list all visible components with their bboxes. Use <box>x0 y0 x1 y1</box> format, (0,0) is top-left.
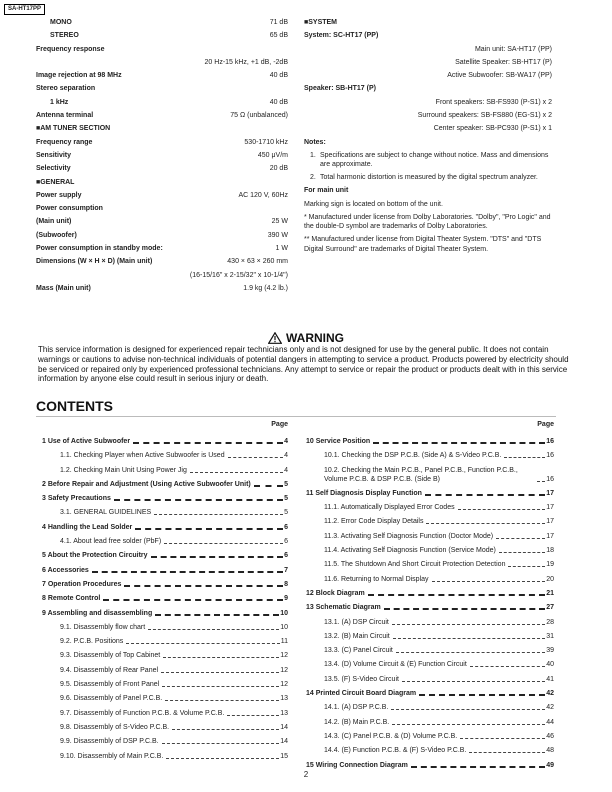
toc-entry[interactable] <box>306 517 554 526</box>
spec-label: (Main unit) <box>36 218 72 226</box>
toc-entry-title: 9.3. Disassembly of Top Cabinet <box>60 652 161 660</box>
toc-entry[interactable] <box>306 466 554 484</box>
toc-entry-title: 13.3. (C) Panel Circuit <box>324 647 393 655</box>
toc-entry-page: 16 <box>546 438 554 445</box>
spec-row <box>36 164 288 173</box>
toc-entry-title: 4 Handling the Lead Solder <box>42 523 133 531</box>
model-tag: SA-HT17PP <box>4 4 45 15</box>
spec-value: 40 dB <box>269 72 288 80</box>
spec-value: 1.9 kg (4.2 lb.) <box>243 284 288 292</box>
toc-entry-title: 10 Service Position <box>306 438 371 445</box>
toc-entry-title: 14 Printed Circuit Board Diagram <box>306 690 417 698</box>
toc-entry[interactable] <box>306 560 554 569</box>
toc-entry[interactable] <box>42 466 288 475</box>
toc-entry-title: 13 Schematic Diagram <box>306 604 381 612</box>
toc-entry-page: 12 <box>280 681 288 689</box>
spec-value: 71 dB <box>269 19 288 26</box>
spec-row <box>36 217 288 226</box>
toc-entry-title: 13.2. (B) Main Circuit <box>324 632 390 640</box>
toc-entry-page: 28 <box>546 618 554 626</box>
toc-entry[interactable] <box>42 666 288 675</box>
spec-row <box>36 244 288 253</box>
toc-entry-title: 9.1. Disassembly flow chart <box>60 623 146 631</box>
toc-leader <box>126 643 279 644</box>
toc-entry-page: 4 <box>284 466 288 474</box>
toc-entry[interactable] <box>42 551 288 560</box>
toc-entry-title: 3.1. GENERAL GUIDELINES <box>60 509 152 517</box>
toc-entry-page: 4 <box>284 438 288 445</box>
spec-row <box>36 138 288 147</box>
spec-label: Selectivity <box>36 165 71 173</box>
toc-leader <box>393 638 545 639</box>
toc-entry[interactable] <box>306 732 554 741</box>
toc-entry-page: 17 <box>546 518 554 526</box>
toc-entry[interactable] <box>42 752 288 761</box>
toc-leader <box>165 700 279 701</box>
spec-row <box>36 58 288 67</box>
toc-leader <box>368 594 545 596</box>
toc-entry-page: 18 <box>546 547 554 555</box>
toc-entry-title: 9.8. Disassembly of S-Video P.C.B. <box>60 723 170 731</box>
toc-entry[interactable] <box>42 566 288 575</box>
toc-entry[interactable] <box>42 594 288 603</box>
toc-entry-title: 10.1. Checking the DSP P.C.B. (Side A) & S-Video P.C.B. <box>324 452 502 460</box>
toc-entry[interactable] <box>306 451 554 460</box>
spec-label: Stereo separation <box>36 85 96 93</box>
toc-entry[interactable] <box>306 546 554 555</box>
toc-leader <box>426 523 545 524</box>
spec-value: 75 Ω (unbalanced) <box>230 112 288 120</box>
toc-entry-page: 5 <box>284 495 288 503</box>
toc-entry-title: 1.2. Checking Main Unit Using Power Jig <box>60 466 187 474</box>
toc-entry-page: 42 <box>546 704 554 712</box>
toc-entry-page: 19 <box>546 561 554 569</box>
toc-entry[interactable] <box>42 523 288 532</box>
toc-entry[interactable] <box>306 489 554 498</box>
toc-leader <box>508 566 545 567</box>
toc-entry-page: 27 <box>546 604 554 612</box>
spec-value: AC 120 V, 60Hz <box>238 191 288 199</box>
warning-title: WARNING <box>0 331 612 345</box>
toc-entry[interactable] <box>306 603 554 612</box>
toc-entry-title: 9.10. Disassembly of Main P.C.B. <box>60 752 164 760</box>
toc-entry-page: 14 <box>280 738 288 746</box>
toc-leader <box>161 672 279 673</box>
toc-leader <box>163 657 279 658</box>
dts-notice: ** Manufactured under license from Digital Theater System. "DTS" and "DTS Digital Surround" are trademarks of Digital Theater System. <box>304 236 542 253</box>
toc-leader <box>254 485 283 487</box>
toc-entry-page: 5 <box>284 480 288 488</box>
toc-entry[interactable] <box>306 689 554 698</box>
toc-entry[interactable] <box>42 480 288 489</box>
spec-row <box>36 284 288 293</box>
toc-entry-page: 21 <box>546 589 554 597</box>
spec-value: 25 W <box>271 218 288 226</box>
spec-label: (Subwoofer) <box>36 231 77 239</box>
toc-entry-page: 49 <box>546 761 554 769</box>
toc-right <box>306 420 554 775</box>
toc-leader <box>162 686 279 687</box>
specs-right <box>304 18 552 258</box>
toc-entry-title: 11.3. Activating Self Diagnosis Function (Doctor Mode) <box>324 532 494 540</box>
toc-leader <box>392 624 545 625</box>
toc-entry[interactable] <box>42 437 288 446</box>
toc-entry[interactable] <box>42 737 288 746</box>
toc-entry-page: 10 <box>280 609 288 617</box>
toc-entry-page: 46 <box>546 732 554 740</box>
toc-entry-title: 12 Block Diagram <box>306 589 365 597</box>
spec-row <box>36 84 288 93</box>
toc-leader <box>133 442 283 444</box>
toc-leader <box>384 608 546 610</box>
note-item: 1. Specifications are subject to change without notice. Mass and dimensions are approximate. <box>310 151 549 169</box>
toc-entry-page: 39 <box>546 647 554 655</box>
spec-label: ■GENERAL <box>36 178 75 186</box>
toc-entry-title: 11.4. Activating Self Diagnosis Function (Service Mode) <box>324 547 496 555</box>
spec-row <box>36 98 288 107</box>
spec-value: 40 dB <box>269 98 288 106</box>
toc-entry[interactable] <box>42 623 288 632</box>
unit-line: Satellite Speaker: SB-HT17 (P) <box>455 58 552 66</box>
spec-label: Sensitivity <box>36 151 72 159</box>
toc-entry[interactable] <box>306 703 554 712</box>
toc-entry-page: 13 <box>280 695 288 703</box>
toc-entry[interactable] <box>306 718 554 727</box>
toc-leader <box>190 472 283 473</box>
toc-entry[interactable] <box>42 508 288 517</box>
toc-entry-title: 9.6. Disassembly of Panel P.C.B. <box>60 695 163 703</box>
toc-entry-page: 6 <box>284 538 288 546</box>
toc-entry-title: 15 Wiring Connection Diagram <box>306 761 408 769</box>
toc-entry[interactable] <box>306 746 554 755</box>
spec-row <box>36 124 288 133</box>
toc-entry[interactable] <box>306 589 554 598</box>
unit-line: Active Subwoofer: SB-WA17 (PP) <box>447 72 552 80</box>
toc-leader <box>172 729 279 730</box>
toc-leader <box>537 481 545 482</box>
spec-value: 390 W <box>267 231 288 239</box>
spec-value: 530-1710 kHz <box>244 138 288 146</box>
toc-leader <box>114 499 283 501</box>
spec-value: 20 dB <box>269 165 288 173</box>
spec-row <box>36 231 288 240</box>
speaker-line: Center speaker: SB-PC930 (P-S1) x 1 <box>433 125 552 133</box>
warning-triangle-icon <box>268 332 282 344</box>
spec-row <box>36 71 288 80</box>
toc-entry-title: 13.5. (F) S-Video Circuit <box>324 675 399 683</box>
toc-leader <box>135 528 283 530</box>
main-unit-text: Marking sign is located on bottom of the unit. <box>304 200 443 208</box>
toc-entry-page: 42 <box>546 690 554 698</box>
toc-entry-page: 13 <box>280 709 288 717</box>
toc-page-label: Page <box>271 421 288 428</box>
toc-entry-title: 5 About the Protection Circuitry <box>42 552 148 560</box>
toc-leader <box>470 666 545 667</box>
spec-value: 430 × 63 × 260 mm <box>227 258 288 266</box>
toc-leader <box>391 709 545 710</box>
spec-label: MONO <box>50 19 72 26</box>
toc-entry-title: 8 Remote Control <box>42 595 101 603</box>
toc-entry-title: 14.3. (C) Panel P.C.B. & (D) Volume P.C.B. <box>324 732 458 740</box>
toc-entry-page: 14 <box>280 723 288 731</box>
toc-entry-title: 3 Safety Precautions <box>42 495 111 503</box>
toc-entry[interactable] <box>306 675 554 684</box>
toc-leader <box>103 599 283 601</box>
toc-leader <box>469 752 545 753</box>
toc-entry-page: 6 <box>284 523 288 531</box>
spec-row <box>36 257 288 266</box>
spec-row <box>36 18 288 27</box>
speaker-line: Surround speakers: SB-FS880 (EG-S1) x 2 <box>417 112 552 120</box>
toc-leader <box>402 681 545 682</box>
toc-entry-title: 14.2. (B) Main P.C.B. <box>324 718 390 726</box>
toc-entry-page: 7 <box>284 566 288 574</box>
toc-entry-page: 17 <box>546 489 554 497</box>
toc-leader <box>373 442 545 444</box>
toc-entry-title: 11.2. Error Code Display Details <box>324 518 424 526</box>
toc-leader <box>411 766 545 768</box>
toc-entry-title: 10.2. Checking the Main P.C.B., Panel P.C.B., Function P.C.B., Volume P.C.B. & DSP P.C.B. (Side B) <box>324 466 518 483</box>
toc-leader <box>148 629 279 630</box>
toc-entry[interactable] <box>42 609 288 618</box>
spec-label: Dimensions (W × H × D) (Main unit) <box>36 258 153 266</box>
spec-label: ■AM TUNER SECTION <box>36 125 111 133</box>
spec-row <box>36 271 288 280</box>
toc-leader <box>425 494 545 496</box>
spec-label: Power consumption in standby mode: <box>36 245 163 253</box>
toc-entry[interactable] <box>42 709 288 718</box>
toc-leader <box>228 457 284 458</box>
toc-entry-title: 7 Operation Procedures <box>42 580 122 588</box>
system-label: System: SC-HT17 (PP) <box>304 32 379 40</box>
toc-leader <box>499 552 545 553</box>
spec-row <box>36 151 288 160</box>
toc-entry-title: 6 Accessories <box>42 566 89 574</box>
toc-entry-title: 11 Self Diagnosis Display Function <box>306 489 422 497</box>
toc-entry-title: 2 Before Repair and Adjustment (Using Active Subwoofer Unit) <box>42 480 251 488</box>
toc-entry[interactable] <box>306 632 554 641</box>
toc-entry-title: 9.7. Disassembly of Function P.C.B. & Volume P.C.B. <box>60 709 225 717</box>
toc-entry[interactable] <box>306 660 554 669</box>
spec-label: STEREO <box>50 32 79 40</box>
toc-entry-title: 11.1. Automatically Displayed Error Codes <box>324 504 455 512</box>
spec-value: 65 dB <box>269 32 288 40</box>
spec-label: Frequency response <box>36 45 105 53</box>
contents-title: CONTENTS <box>36 398 113 414</box>
toc-leader <box>419 694 545 696</box>
toc-entry[interactable] <box>42 537 288 546</box>
spec-label: Antenna terminal <box>36 112 94 120</box>
spec-label: 1 kHz <box>50 98 69 106</box>
toc-leader <box>92 571 283 573</box>
toc-leader <box>432 581 546 582</box>
toc-entry-title: 9.4. Disassembly of Rear Panel <box>60 666 159 674</box>
toc-leader <box>166 758 279 759</box>
toc-entry-page: 5 <box>284 509 288 517</box>
toc-entry-title: 11.5. The Shutdown And Short Circuit Protection Detection <box>324 561 506 569</box>
toc-entry-title: 14.1. (A) DSP P.C.B. <box>324 704 389 712</box>
spec-label: Frequency range <box>36 138 93 146</box>
toc-leader <box>392 724 545 725</box>
toc-entry[interactable] <box>306 761 554 770</box>
toc-page-label: Page <box>537 421 554 428</box>
note-item: 2. Total harmonic distortion is measured by the digital spectrum analyzer. <box>310 174 538 182</box>
toc-leader <box>396 652 545 653</box>
warning-text: This service information is designed for experienced repair technicians only and is not designed for use by the general public. It does not contain warnings or cautions to advise non-technical individuals of potential dangers in attempting to service a product. Products powered by electricity should be serviced or repaired only by experienced professional technicians. Any attempt to service or repair the product or products dealt with in this service information by anyone else could result in serious injury or death. <box>38 345 569 384</box>
toc-leader <box>227 715 279 716</box>
toc-entry-page: 31 <box>546 632 554 640</box>
speaker-label: Speaker: SB-HT17 (P) <box>304 85 376 93</box>
toc-entry-page: 6 <box>284 552 288 560</box>
spec-label: Mass (Main unit) <box>36 284 91 292</box>
toc-entry[interactable] <box>42 723 288 732</box>
toc-entry-page: 4 <box>284 452 288 460</box>
toc-entry[interactable] <box>42 451 288 460</box>
toc-leader <box>496 538 545 539</box>
toc-entry-page: 15 <box>280 752 288 760</box>
toc-entry[interactable] <box>306 437 554 446</box>
toc-entry-page: 41 <box>546 675 554 683</box>
toc-entry-page: 12 <box>280 666 288 674</box>
toc-entry-page: 17 <box>546 504 554 512</box>
toc-entry[interactable] <box>42 651 288 660</box>
specs-left <box>36 18 288 297</box>
toc-entry-title: 9.2. P.C.B. Positions <box>60 638 124 646</box>
toc-leader <box>460 738 545 739</box>
toc-entry[interactable] <box>306 503 554 512</box>
toc-entry-page: 9 <box>284 595 288 603</box>
spec-row <box>36 204 288 213</box>
spec-label: Power supply <box>36 191 82 199</box>
toc-entry[interactable] <box>42 580 288 589</box>
contents-divider <box>36 416 556 417</box>
toc-entry[interactable] <box>42 637 288 646</box>
system-section-heading: ■SYSTEM <box>304 19 338 26</box>
spec-label: Image rejection at 98 MHz <box>36 72 122 80</box>
toc-entry-page: 40 <box>546 661 554 669</box>
toc-entry-page: 16 <box>546 475 554 483</box>
dolby-notice: * Manufactured under license from Dolby Laboratories. "Dolby", "Pro Logic" and the double-D symbol are trademarks of Dolby Laboratories. <box>304 213 551 231</box>
toc-entry[interactable] <box>42 494 288 503</box>
toc-entry-page: 12 <box>280 652 288 660</box>
toc-entry-title: 4.1. About lead free solder (PbF) <box>60 538 162 546</box>
toc-leader <box>124 585 283 587</box>
toc-leader <box>162 743 280 744</box>
page-number: 2 <box>303 770 309 779</box>
toc-entry[interactable] <box>306 575 554 584</box>
toc-entry-title: 11.6. Returning to Normal Display <box>324 575 429 583</box>
spec-row <box>36 178 288 187</box>
toc-left <box>42 420 288 766</box>
spec-label: Power consumption <box>36 205 103 213</box>
spec-value: (16-15/16" x 2-15/32" x 10-1/4") <box>189 271 288 279</box>
speaker-line: Front speakers: SB-FS930 (P-S1) x 2 <box>435 98 552 106</box>
spec-value: 1 W <box>275 245 288 253</box>
toc-entry-title: 14.4. (E) Function P.C.B. & (F) S-Video P.C.B. <box>324 747 467 755</box>
spec-row <box>36 31 288 40</box>
toc-entry[interactable] <box>306 618 554 627</box>
toc-entry-title: 9 Assembling and disassembling <box>42 609 153 617</box>
spec-row <box>36 45 288 54</box>
toc-entry-page: 48 <box>546 747 554 755</box>
toc-entry[interactable] <box>306 646 554 655</box>
spec-value: 20 Hz-15 kHz, +1 dB, -2dB <box>204 58 288 66</box>
spec-row <box>36 191 288 200</box>
notes-title: Notes: <box>304 138 326 146</box>
toc-entry[interactable] <box>306 532 554 541</box>
toc-leader <box>504 457 545 458</box>
toc-entry-page: 8 <box>284 580 288 588</box>
toc-entry[interactable] <box>42 680 288 689</box>
toc-leader <box>458 509 546 510</box>
toc-entry-title: 13.1. (A) DSP Circuit <box>324 618 389 626</box>
toc-entry-page: 20 <box>546 575 554 583</box>
toc-leader <box>164 543 283 544</box>
toc-entry-page: 44 <box>546 718 554 726</box>
toc-entry-title: 1.1. Checking Player when Active Subwoofer is Used <box>60 452 225 460</box>
toc-entry-title: 1 Use of Active Subwoofer <box>42 438 131 445</box>
toc-entry-page: 11 <box>280 638 288 646</box>
toc-entry-title: 13.4. (D) Volume Circuit & (E) Function Circuit <box>324 661 467 669</box>
toc-entry-title: 9.9. Disassembly of DSP P.C.B. <box>60 738 159 746</box>
spec-value: 450 μV/m <box>257 151 288 159</box>
toc-entry[interactable] <box>42 694 288 703</box>
toc-entry-title: 9.5. Disassembly of Front Panel <box>60 681 160 689</box>
toc-leader <box>154 514 283 515</box>
toc-entry-page: 10 <box>280 623 288 631</box>
unit-line: Main unit: SA-HT17 (PP) <box>474 45 552 53</box>
toc-entry-page: 17 <box>546 532 554 540</box>
main-unit-title: For main unit <box>304 187 349 195</box>
toc-entry-page: 16 <box>546 452 554 460</box>
spec-row <box>36 111 288 120</box>
toc-leader <box>155 614 279 616</box>
toc-leader <box>151 556 284 558</box>
